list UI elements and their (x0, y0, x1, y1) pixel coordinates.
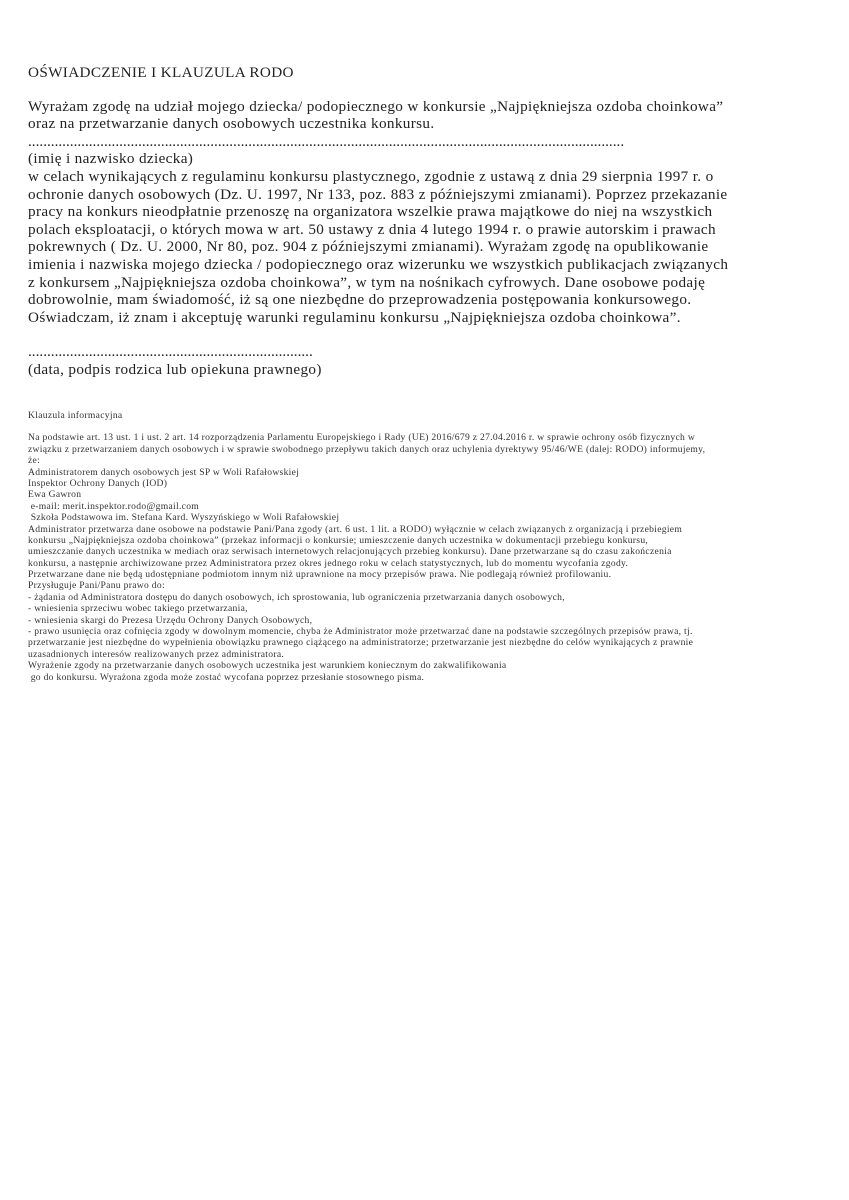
information-clause (28, 410, 705, 683)
clause-line: Na podstawie art. 13 ust. 1 i ust. 2 art. 14 rozporządzenia Parlamentu Europejskiego i Rady (UE) 2016/679 z 27.04.2016 r. w sprawie ochrony osób fizycznych w (28, 432, 696, 444)
clause-line: - żądania od Administratora dostępu do danych osobowych, ich sprostowania, lub ograniczenia przetwarzania danych osobowych, (28, 591, 565, 603)
body-line: Oświadczam, iż znam i akceptuję warunki regulaminu konkursu „Najpiękniejsza ozdoba choinkowa”. (28, 308, 681, 326)
clause-line: Wyrażenie zgody na przetwarzanie danych osobowych uczestnika jest warunkiem koniecznym do zakwalifikowania (28, 660, 507, 672)
body-line: z konkursem „Najpiękniejsza ozdoba choinkowa”, w tym na nośnikach cyfrowych. Dane osobowe podaję (28, 273, 706, 291)
body-line: pracy na konkurs nieodpłatnie przenoszę na organizatora wszelkie prawa majątkowe do niej na wszystkich (28, 203, 713, 221)
signature-label: (data, podpis rodzica lub opiekuna prawnego) (28, 360, 322, 378)
clause-line: - wniesienia sprzeciwu wobec takiego przetwarzania, (28, 603, 248, 615)
clause-heading: Klauzula informacyjna (28, 410, 123, 421)
clause-line: go do konkursu. Wyrażona zgoda może zostać wycofana poprzez przesłanie stosownego pisma. (28, 671, 425, 683)
clause-line: Administrator przetwarza dane osobowe na podstawie Pani/Pana zgody (art. 6 ust. 1 lit. a RODO) wyłącznie w celach związanych z organizacją i przebiegiem (28, 523, 683, 535)
clause-line: konkursu „Najpiękniejsza ozdoba choinkowa” (przekaz informacji o konkursie; umieszczenie danych uczestnika w dokumentacji przebiegu konkursu, (28, 534, 649, 546)
document-title: OŚWIADCZENIE I KLAUZULA RODO (28, 64, 294, 81)
clause-line: Inspektor Ochrony Danych (IOD) (28, 477, 168, 489)
child-name-label: (imię i nazwisko dziecka) (28, 150, 194, 168)
clause-line: konkursu, a następnie archiwizowane przez Administratora przez okres jednego roku w celach statystycznych, lub do momentu wycofania zgody. (28, 557, 629, 569)
clause-line: umieszczanie danych uczestnika w mediach oraz serwisach internetowych relacjonujących przebieg konkursu). Dane przetwarzane są do czasu zakończenia (28, 546, 672, 558)
clause-line: przetwarzanie jest niezbędne do wypełnienia obowiązku prawnego ciążącego na administratorze; przetwarzanie jest niezbędne do celów wynikających z prawnie (28, 637, 694, 649)
clause-line: e-mail: merit.inspektor.rodo@gmail.com (28, 500, 200, 512)
consent-line: Wyrażam zgodę na udział mojego dziecka/ podopiecznego w konkursie „Najpiękniejsza ozdoba choinkowa” (28, 97, 724, 115)
clause-body (28, 432, 705, 683)
declaration (28, 64, 790, 379)
body-line: ochronie danych osobowych (Dz. U. 1997, Nr 133, poz. 883 z późniejszymi zmianami). Poprzez przekazanie (28, 185, 728, 203)
consent-line: oraz na przetwarzanie danych osobowych uczestnika konkursu. (28, 115, 435, 133)
clause-line: Ewa Gawron (28, 489, 82, 501)
clause-line: Szkoła Podstawowa im. Stefana Kard. Wyszyńskiego w Woli Rafałowskiej (28, 512, 340, 524)
body-line: polach eksploatacji, o których mowa w art. 50 ustawy z dnia 4 lutego 1994 r. o prawie autorskim i prawach (28, 220, 716, 238)
signature-line[interactable]: ........................................................................... (28, 343, 313, 361)
consent-statement (28, 98, 790, 133)
clause-line: Administratorem danych osobowych jest SP w Woli Rafałowskiej (28, 466, 300, 478)
child-name-line[interactable]: ............................................................................................................................................................. (28, 132, 625, 150)
body-line: pokrewnych ( Dz. U. 2000, Nr 80, poz. 904 z późniejszymi zmianami). Wyrażam zgodę na opublikowanie (28, 238, 709, 256)
clause-line: Przetwarzane dane nie będą udostępniane podmiotom innym niż uprawnione na mocy przepisów prawa. Nie podlegają również profilowaniu. (28, 569, 612, 581)
declaration-body (28, 168, 790, 326)
clause-line: uzasadnionych interesów realizowanych przez administratora. (28, 648, 285, 660)
clause-line: - wniesienia skargi do Prezesa Urzędu Ochrony Danych Osobowych, (28, 614, 313, 626)
clause-line: związku z przetwarzaniem danych osobowych i w sprawie swobodnego przepływu takich danych oraz uchylenia dyrektywy 95/46/WE (dalej: RODO) informujemy, (28, 443, 706, 455)
clause-line: że: (28, 455, 41, 467)
body-line: dobrowolnie, mam świadomość, iż są one niezbędne do przeprowadzenia postępowania konkursowego. (28, 291, 692, 309)
body-line: imienia i nazwiska mojego dziecka / podopiecznego oraz wizerunku we wszystkich publikacjach związanych (28, 255, 729, 273)
clause-line: Przysługuje Pani/Panu prawo do: (28, 580, 165, 592)
clause-line: - prawo usunięcia oraz cofnięcia zgody w dowolnym momencie, chyba że Administrator może przetwarzać dane na podstawie szczególnych przepisów prawa, tj. (28, 626, 693, 638)
body-line: w celach wynikających z regulaminu konkursu plastycznego, zgodnie z ustawą z dnia 29 sierpnia 1997 r. o (28, 167, 714, 185)
